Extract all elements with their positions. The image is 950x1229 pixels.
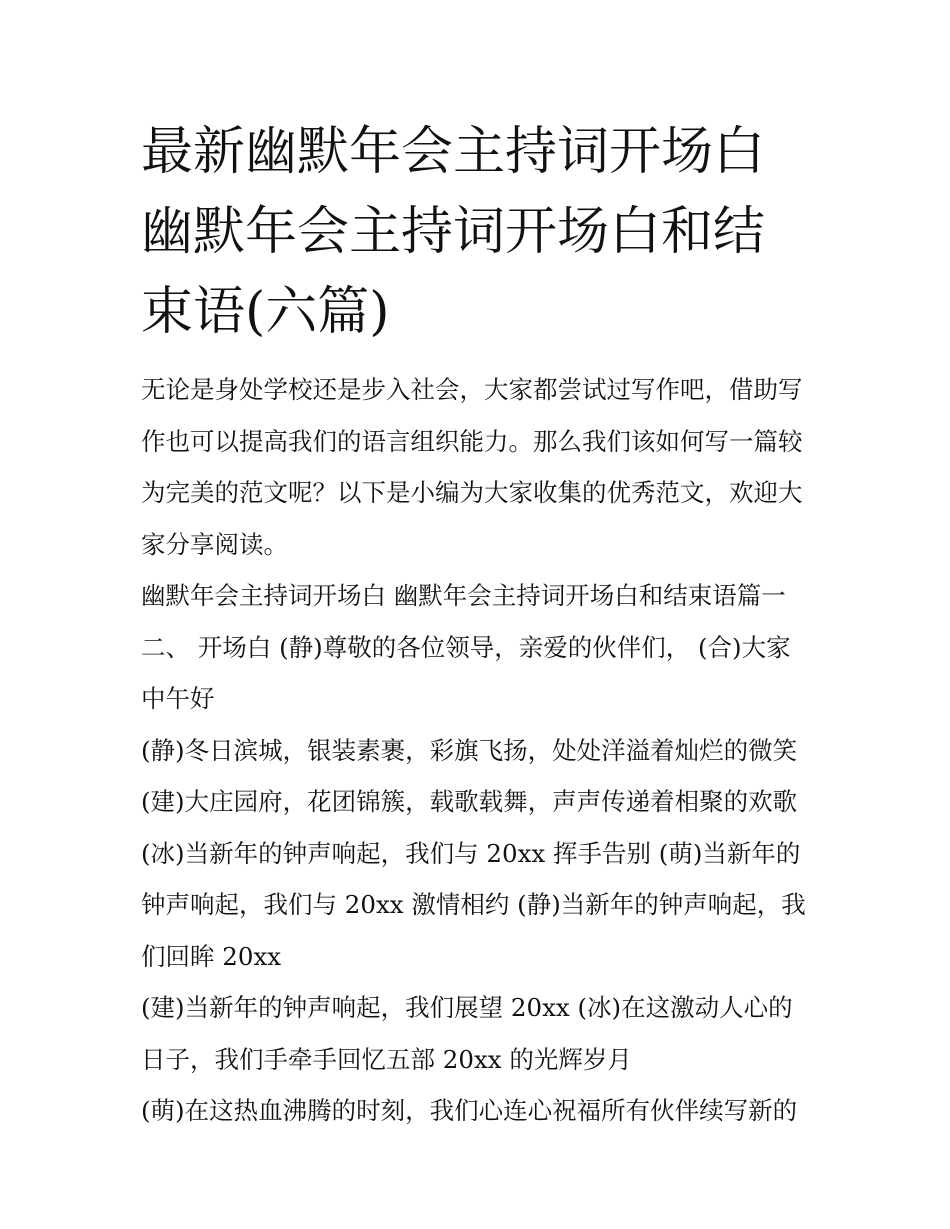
paragraph: (建)大庄园府，花团锦簇，载歌载舞，声声传递着相聚的欢歌 — [141, 787, 798, 816]
paragraph: (萌)在这热血沸腾的时刻，我们心连心祝福所有伙伴续写新的 — [141, 1096, 798, 1125]
paragraph: (建)当新年的钟声响起，我们展望 20xx (冰)在这激动人心的日子，我们手牵手回忆五部 20xx 的光辉岁月 — [141, 993, 793, 1074]
paragraph: 二、 开场白 (静)尊敬的各位领导，亲爱的伙伴们， (合)大家中午好 — [141, 632, 791, 713]
document-page — [141, 112, 813, 1137]
document-title: 最新幽默年会主持词开场白 幽默年会主持词开场白和结束语(六篇) — [141, 122, 766, 342]
intro-paragraph: 无论是身处学校还是步入社会，大家都尝试过写作吧，借助写作也可以提高我们的语言组织能力。那么我们该如何写一篇较为完美的范文呢？以下是小编为大家收集的优秀范文，欢迎大家分享阅读。 — [141, 375, 803, 559]
paragraph: (静)冬日滨城，银装素裹，彩旗飞扬，处处洋溢着灿烂的微笑 — [141, 735, 798, 765]
document-body — [141, 364, 813, 1137]
section-heading: 幽默年会主持词开场白 幽默年会主持词开场白和结束语篇一 — [141, 581, 786, 610]
paragraph: (冰)当新年的钟声响起，我们与 20xx 挥手告别 (萌)当新年的钟声响起，我们与 20xx 激情相约 (静)当新年的钟声响起，我们回眸 20xx — [141, 838, 806, 971]
